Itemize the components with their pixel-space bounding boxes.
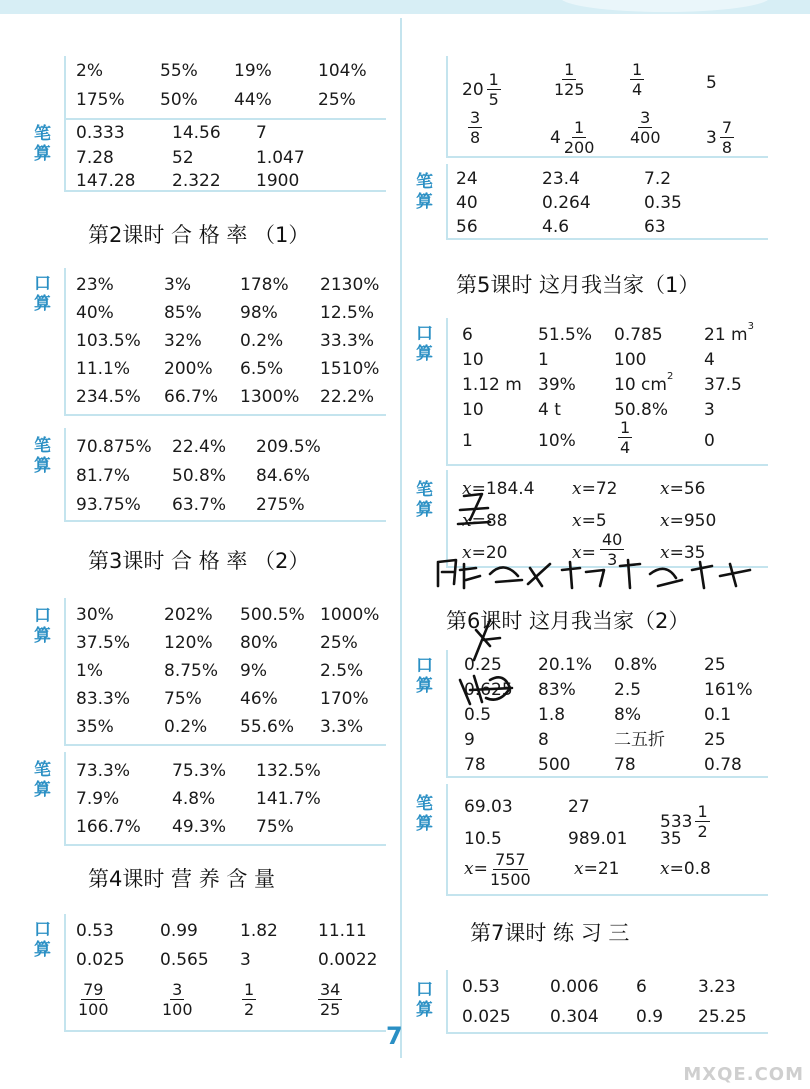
answer-cell: 1% bbox=[76, 661, 103, 681]
answer-cell: 1 bbox=[538, 350, 549, 370]
answer-cell: 202% bbox=[164, 605, 213, 625]
variable-x: x bbox=[572, 479, 582, 499]
fraction bbox=[468, 108, 482, 147]
answer-cell: 75% bbox=[256, 817, 294, 837]
answer-cell: 73.3% bbox=[76, 761, 131, 781]
answer-cell: 175% bbox=[76, 90, 125, 110]
answer-cell: 46% bbox=[240, 689, 278, 709]
answer-cell: 4.6 bbox=[542, 217, 570, 237]
answer-cell: 50.8% bbox=[172, 466, 227, 486]
fraction-denominator: 4 bbox=[632, 80, 643, 99]
answer-cell: 166.7% bbox=[76, 817, 141, 837]
answer-cell: 27 bbox=[568, 797, 590, 817]
answer-cell: 0.2% bbox=[164, 717, 208, 737]
answer-cell: 209.5% bbox=[256, 437, 321, 457]
answer-cell: 0.2% bbox=[240, 331, 284, 351]
answer-cell: 1.82 bbox=[240, 921, 278, 941]
equals-sign: = bbox=[473, 859, 488, 879]
answer-cell: 2.322 bbox=[172, 171, 221, 191]
answer-cell: 66.7% bbox=[164, 387, 219, 407]
equation-cell bbox=[660, 856, 711, 882]
equation-value: =184.4 bbox=[471, 479, 535, 499]
equation-value: =72 bbox=[581, 479, 618, 499]
mixed-whole: 533 bbox=[660, 811, 693, 832]
written-calc-label: 笔算 bbox=[416, 172, 433, 212]
answer-cell: 78 bbox=[464, 755, 486, 775]
mixed-number bbox=[706, 118, 734, 157]
answer-cell: 200% bbox=[164, 359, 213, 379]
equation-cell bbox=[574, 856, 619, 882]
answer-cell: 0.53 bbox=[462, 977, 500, 997]
answer-cell: 178% bbox=[240, 275, 289, 295]
answer-cell: 0.785 bbox=[614, 325, 663, 345]
answer-cell: 3 bbox=[704, 400, 715, 420]
answer-cell: 0.625 bbox=[464, 680, 513, 700]
answer-cell: 98% bbox=[240, 303, 278, 323]
variable-x: x bbox=[464, 859, 474, 879]
answer-cell: 56 bbox=[456, 217, 478, 237]
answer-cell: 0.1 bbox=[704, 705, 732, 725]
fraction bbox=[630, 108, 661, 147]
answer-cell: 1.8 bbox=[538, 705, 566, 725]
mixed-whole: 3 bbox=[706, 127, 717, 148]
written-calc-label: 笔算 bbox=[416, 794, 433, 834]
answer-cell: 33.3% bbox=[320, 331, 375, 351]
answer-cell: 32% bbox=[164, 331, 202, 351]
fraction bbox=[720, 118, 734, 157]
answer-cell: 35 bbox=[660, 829, 682, 849]
answer-cell: 0.8% bbox=[614, 655, 658, 675]
right-top-written-box bbox=[446, 164, 768, 240]
answer-cell: 10% bbox=[538, 431, 576, 451]
fraction-denominator: 3 bbox=[607, 550, 618, 569]
answer-cell: 25.25 bbox=[698, 1007, 747, 1027]
equation-value: =20 bbox=[471, 543, 508, 563]
answer-cell bbox=[614, 372, 673, 398]
fraction bbox=[487, 70, 501, 109]
answer-cell: 989.01 bbox=[568, 829, 628, 849]
answer-cell: 170% bbox=[320, 689, 369, 709]
answer-cell: 3.3% bbox=[320, 717, 364, 737]
answer-cell: 1.047 bbox=[256, 148, 305, 168]
answer-cell: 1900 bbox=[256, 171, 300, 191]
answer-cell: 25 bbox=[704, 655, 726, 675]
answer-cell: 52 bbox=[172, 148, 194, 168]
answer-cell: 3 bbox=[240, 950, 251, 970]
answer-cell: 23% bbox=[76, 275, 114, 295]
fraction-denominator: 125 bbox=[554, 80, 585, 99]
variable-x: x bbox=[660, 511, 670, 531]
lesson-3-title: 第3课时 合 格 率 （2） bbox=[88, 549, 310, 573]
answer-cell: 44% bbox=[234, 90, 272, 110]
lesson-6-title: 第6课时 这月我当家（2） bbox=[446, 609, 690, 633]
equals-sign: = bbox=[581, 543, 596, 563]
answer-cell: 0.0022 bbox=[318, 950, 378, 970]
mental-calc-label: 口算 bbox=[34, 606, 51, 646]
answer-cell: 55% bbox=[160, 61, 198, 81]
top-decor-band bbox=[0, 0, 810, 14]
answer-cell: 20.1% bbox=[538, 655, 593, 675]
fraction-denominator: 2 bbox=[697, 822, 708, 841]
answer-cell: 0.565 bbox=[160, 950, 209, 970]
answer-cell: 1510% bbox=[320, 359, 380, 379]
fraction bbox=[630, 60, 644, 99]
equation-value: =88 bbox=[471, 511, 508, 531]
variable-x: x bbox=[660, 479, 670, 499]
answer-cell: 0.025 bbox=[76, 950, 125, 970]
fraction-denominator: 2 bbox=[244, 1000, 255, 1019]
answer-cell: 22.2% bbox=[320, 387, 375, 407]
answer-cell: 14.56 bbox=[172, 123, 221, 143]
answer-cell: 3% bbox=[164, 275, 191, 295]
answer-cell: 0.99 bbox=[160, 921, 198, 941]
answer-cell: 9 bbox=[464, 730, 475, 750]
column-divider bbox=[400, 18, 402, 1058]
page-number: 7 bbox=[386, 1022, 403, 1050]
answer-cell: 0.333 bbox=[76, 123, 125, 143]
answer-cell: 63 bbox=[644, 217, 666, 237]
fraction bbox=[162, 980, 193, 1019]
variable-x: x bbox=[572, 543, 582, 563]
fraction-numerator: 40 bbox=[602, 530, 623, 549]
answer-cell: 35% bbox=[76, 717, 114, 737]
variable-x: x bbox=[462, 543, 472, 563]
answer-cell: 100 bbox=[614, 350, 647, 370]
watermark: MXQE.COM bbox=[683, 1064, 804, 1085]
answer-cell bbox=[704, 322, 754, 348]
answer-cell: 161% bbox=[704, 680, 753, 700]
answer-cell: 1000% bbox=[320, 605, 380, 625]
answer-cell: 8 bbox=[538, 730, 549, 750]
answer-cell: 8% bbox=[614, 705, 641, 725]
fraction bbox=[618, 418, 632, 457]
unit-exponent: 3 bbox=[747, 321, 754, 332]
fraction bbox=[554, 60, 585, 99]
answer-cell: 70.875% bbox=[76, 437, 152, 457]
answer-cell: 4.8% bbox=[172, 789, 216, 809]
fraction-numerator: 1 bbox=[564, 60, 575, 79]
answer-cell: 80% bbox=[240, 633, 278, 653]
answer-cell: 23.4 bbox=[542, 169, 580, 189]
answer-cell: 81.7% bbox=[76, 466, 131, 486]
fraction-numerator: 34 bbox=[320, 980, 341, 999]
answer-cell: 84.6% bbox=[256, 466, 311, 486]
answer-cell: 1300% bbox=[240, 387, 300, 407]
equation-value: =950 bbox=[669, 511, 717, 531]
answer-cell: 7.28 bbox=[76, 148, 114, 168]
answer-cell: 5 bbox=[706, 73, 717, 93]
lesson-2-title: 第2课时 合 格 率 （1） bbox=[88, 223, 310, 247]
answer-cell: 0.025 bbox=[462, 1007, 511, 1027]
equation-value: =35 bbox=[669, 543, 706, 563]
answer-cell: 75.3% bbox=[172, 761, 227, 781]
answer-cell: 7.2 bbox=[644, 169, 672, 189]
equation-cell bbox=[464, 856, 488, 882]
answer-cell: 6 bbox=[462, 325, 473, 345]
answer-cell: 1 bbox=[462, 431, 473, 451]
equation-value: =21 bbox=[583, 859, 620, 879]
answer-cell: 4 bbox=[704, 350, 715, 370]
written-calc-label: 笔算 bbox=[416, 480, 433, 520]
equation-value: =56 bbox=[669, 479, 706, 499]
answer-cell: 234.5% bbox=[76, 387, 141, 407]
answer-cell: 69.03 bbox=[464, 797, 513, 817]
answer-cell: 2.5% bbox=[320, 661, 364, 681]
answer-cell: 93.75% bbox=[76, 495, 141, 515]
mixed-whole: 4 bbox=[550, 127, 561, 148]
lesson-4-title: 第4课时 营 养 含 量 bbox=[88, 867, 276, 891]
answer-cell: 3.23 bbox=[698, 977, 736, 997]
answer-cell: 104% bbox=[318, 61, 367, 81]
answer-cell: 0.5 bbox=[464, 705, 492, 725]
answer-cell: 19% bbox=[234, 61, 272, 81]
answer-cell: 500 bbox=[538, 755, 571, 775]
answer-cell: 24 bbox=[456, 169, 478, 189]
answer-cell: 50.8% bbox=[614, 400, 669, 420]
fraction-denominator: 100 bbox=[162, 1000, 193, 1019]
answer-cell: 85% bbox=[164, 303, 202, 323]
fraction bbox=[242, 980, 256, 1019]
mental-calc-label: 口算 bbox=[416, 980, 433, 1020]
unit-exponent: 2 bbox=[666, 371, 674, 382]
fraction-denominator: 200 bbox=[563, 138, 595, 157]
answer-cell: 0.264 bbox=[542, 193, 591, 213]
mental-calc-label: 口算 bbox=[416, 324, 433, 364]
answer-cell: 40% bbox=[76, 303, 114, 323]
answer-cell: 40 bbox=[456, 193, 478, 213]
answer-cell: 2.5 bbox=[614, 680, 642, 700]
answer-cell: 6 bbox=[636, 977, 647, 997]
answer-cell: 30% bbox=[76, 605, 114, 625]
lesson-5-title: 第5课时 这月我当家（1） bbox=[456, 273, 700, 297]
fraction-denominator: 8 bbox=[721, 138, 733, 157]
answer-cell: 0.53 bbox=[76, 921, 114, 941]
variable-x: x bbox=[660, 543, 670, 563]
variable-x: x bbox=[572, 511, 582, 531]
mixed-whole: 20 bbox=[462, 79, 484, 100]
handwritten-scribble bbox=[430, 490, 770, 730]
mental-calc-label: 口算 bbox=[34, 920, 51, 960]
fraction bbox=[78, 980, 109, 1019]
fraction-numerator: 757 bbox=[495, 850, 526, 869]
fraction-denominator: 8 bbox=[470, 128, 481, 147]
answer-cell: 7 bbox=[256, 123, 267, 143]
answer-cell: 50% bbox=[160, 90, 198, 110]
answer-cell: 147.28 bbox=[76, 171, 136, 191]
fraction bbox=[564, 118, 595, 157]
fraction-denominator: 5 bbox=[488, 90, 499, 109]
variable-x: x bbox=[660, 859, 670, 879]
answer-cell: 10 bbox=[462, 400, 484, 420]
answer-cell: 25 bbox=[704, 730, 726, 750]
answer-cell: 11.11 bbox=[318, 921, 367, 941]
answer-cell: 500.5% bbox=[240, 605, 305, 625]
answer-cell: 10.5 bbox=[464, 829, 502, 849]
answer-cell: 49.3% bbox=[172, 817, 227, 837]
answer-cell: 9% bbox=[240, 661, 267, 681]
answer-cell: 0.25 bbox=[464, 655, 502, 675]
lesson-7-title: 第7课时 练 习 三 bbox=[470, 921, 630, 945]
answer-cell: 二五折 bbox=[614, 730, 665, 750]
answer-cell: 22.4% bbox=[172, 437, 227, 457]
answer-cell: 25% bbox=[318, 90, 356, 110]
fraction-denominator: 1500 bbox=[490, 870, 531, 889]
answer-cell: 10 bbox=[462, 350, 484, 370]
answer-cell: 8.75% bbox=[164, 661, 219, 681]
answer-cell: 132.5% bbox=[256, 761, 321, 781]
answer-cell: 0.9 bbox=[636, 1007, 664, 1027]
written-calc-label: 笔算 bbox=[34, 760, 51, 800]
answer-cell: 78 bbox=[614, 755, 636, 775]
fraction-denominator: 100 bbox=[78, 1000, 109, 1019]
fraction-denominator: 400 bbox=[630, 128, 661, 147]
variable-x: x bbox=[462, 479, 472, 499]
mixed-number bbox=[550, 118, 594, 157]
answer-cell: 6.5% bbox=[240, 359, 284, 379]
answer-cell: 2% bbox=[76, 61, 103, 81]
fraction-numerator: 1 bbox=[244, 980, 255, 999]
fraction-denominator: 25 bbox=[320, 1000, 341, 1019]
answer-cell: 141.7% bbox=[256, 789, 321, 809]
written-calc-label: 笔算 bbox=[34, 436, 51, 476]
answer-cell: 4 t bbox=[538, 400, 561, 420]
answer-cell: 37.5% bbox=[76, 633, 131, 653]
fraction-numerator: 79 bbox=[83, 980, 104, 999]
fraction bbox=[490, 850, 531, 889]
fraction-numerator: 3 bbox=[470, 108, 481, 127]
answer-cell: 12.5% bbox=[320, 303, 375, 323]
fraction-numerator: 3 bbox=[172, 980, 183, 999]
answer-cell: 75% bbox=[164, 689, 202, 709]
answer-cell: 0.304 bbox=[550, 1007, 599, 1027]
variable-x: x bbox=[462, 511, 472, 531]
answer-cell: 0 bbox=[704, 431, 715, 451]
answer-cell: 120% bbox=[164, 633, 213, 653]
fraction-numerator: 1 bbox=[488, 70, 499, 89]
answer-cell: 39% bbox=[538, 375, 576, 395]
variable-x: x bbox=[574, 859, 584, 879]
answer-cell: 103.5% bbox=[76, 331, 141, 351]
answer-cell: 25% bbox=[320, 633, 358, 653]
answer-cell: 7.9% bbox=[76, 789, 120, 809]
mental-calc-label: 口算 bbox=[416, 656, 433, 696]
fraction bbox=[695, 802, 709, 841]
answer-cell: 2130% bbox=[320, 275, 380, 295]
answer-cell: 51.5% bbox=[538, 325, 593, 345]
fraction-numerator: 1 bbox=[697, 802, 708, 821]
answer-cell: 275% bbox=[256, 495, 305, 515]
answer-cell: 37.5 bbox=[704, 375, 742, 395]
answer-cell: 83% bbox=[538, 680, 576, 700]
answer-cell: 11.1% bbox=[76, 359, 131, 379]
unit-value: 21 m bbox=[704, 325, 748, 345]
fraction-numerator: 3 bbox=[640, 108, 651, 127]
unit-value: 10 cm bbox=[614, 375, 667, 395]
answer-cell: 83.3% bbox=[76, 689, 131, 709]
answer-cell: 0.35 bbox=[644, 193, 682, 213]
mixed-number bbox=[462, 70, 501, 109]
answer-cell: 63.7% bbox=[172, 495, 227, 515]
answer-cell: 55.6% bbox=[240, 717, 295, 737]
fraction-numerator: 1 bbox=[632, 60, 643, 79]
mental-calc-label: 口算 bbox=[34, 274, 51, 314]
fraction bbox=[318, 980, 342, 1019]
answer-cell: 0.006 bbox=[550, 977, 599, 997]
fraction-denominator: 4 bbox=[620, 438, 631, 457]
answer-cell: 1.12 m bbox=[462, 375, 522, 395]
fraction-numerator: 1 bbox=[574, 118, 585, 137]
fraction-numerator: 7 bbox=[721, 118, 733, 137]
equation-value: =0.8 bbox=[669, 859, 711, 879]
equation-value: =5 bbox=[581, 511, 607, 531]
top-decor-cloud bbox=[560, 0, 770, 12]
answer-cell: 0.78 bbox=[704, 755, 742, 775]
written-calc-label: 笔算 bbox=[34, 124, 51, 164]
fraction-numerator: 1 bbox=[620, 418, 631, 437]
